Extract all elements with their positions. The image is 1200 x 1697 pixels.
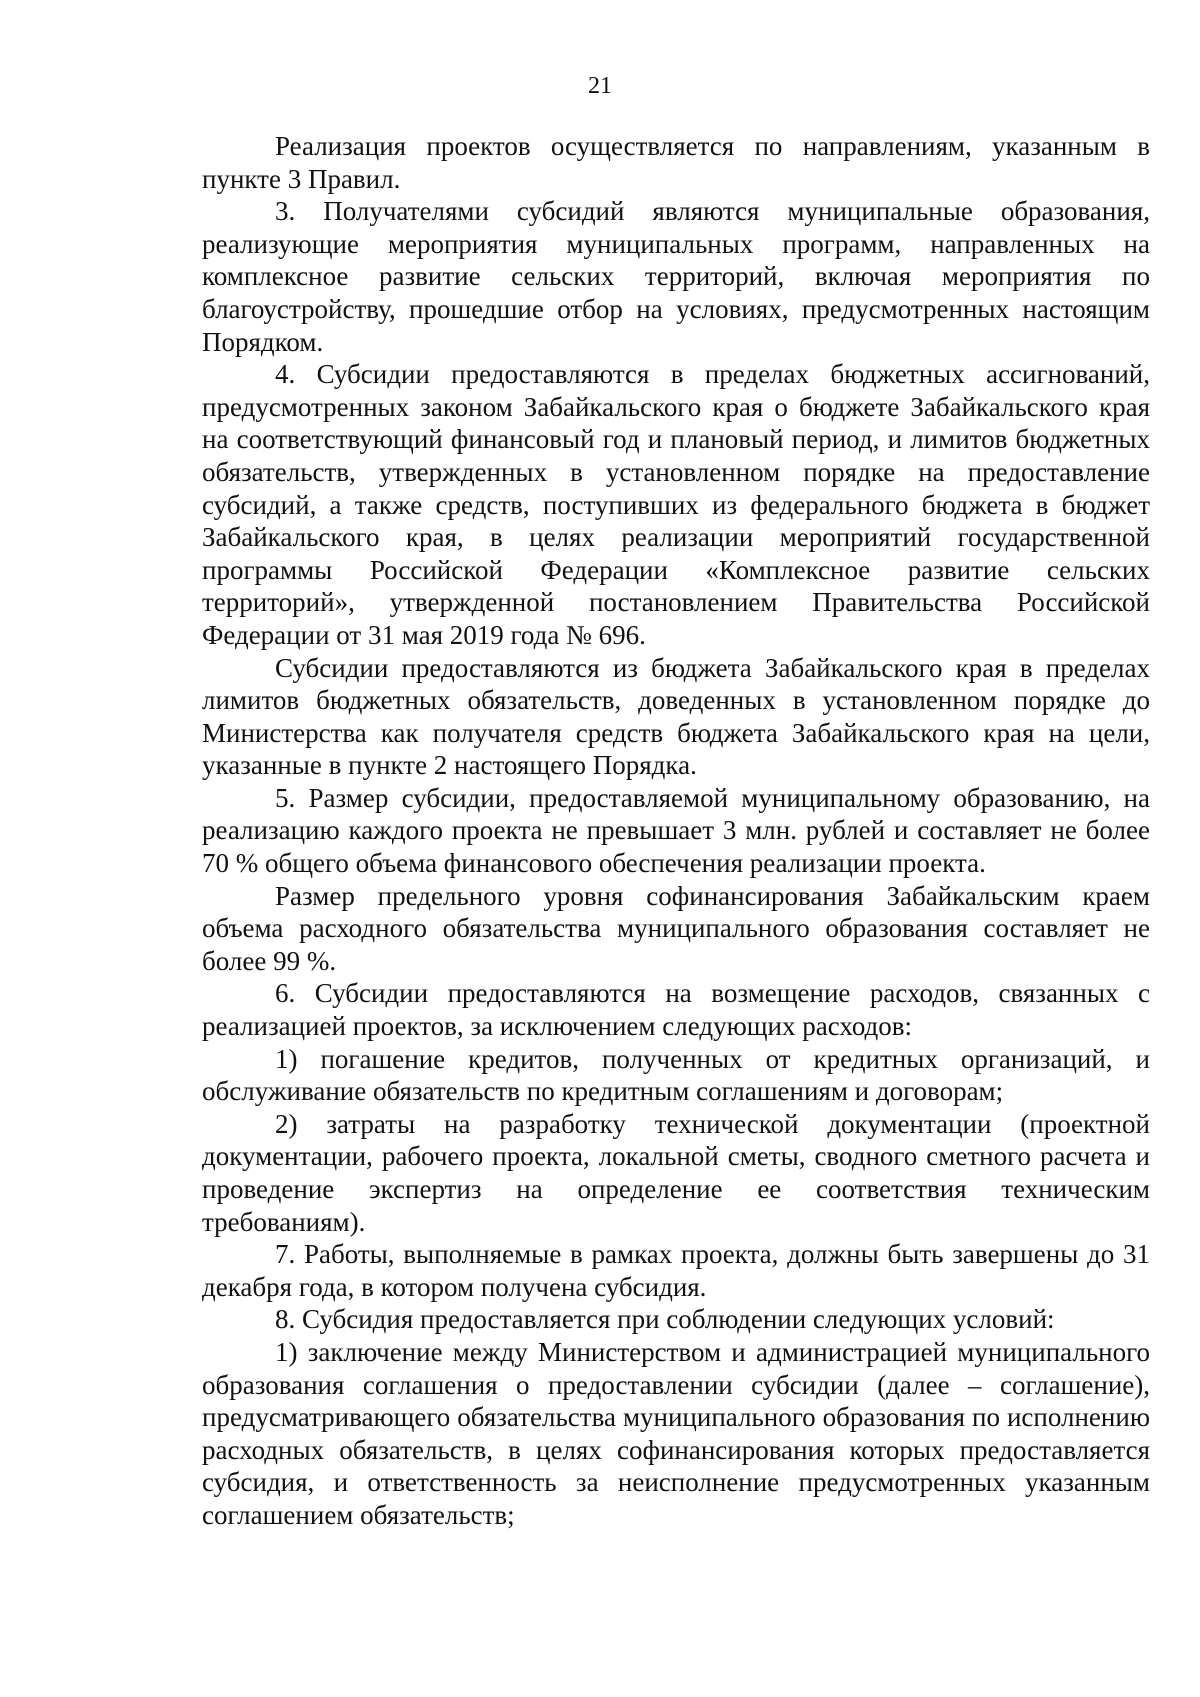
paragraph-3-recipients: 3. Получателями субсидий являются муниципальные образования, реализующие мероприятия муниципальных программ, направленных на комплексное развитие сельских территорий, включая мероприятия по благоустройству, прошедшие отбор на условиях, предусмотренных настоящим Порядком. — [202, 196, 1150, 357]
paragraph-exclusion-2: 2) затраты на разработку технической документации (проектной документации, рабочего проекта, локальной сметы, сводного сметного расчета и проведение экспертиз на определение ее соответствия техническим требованиям). — [202, 1108, 1150, 1237]
paragraph-7-completion-deadline: 7. Работы, выполняемые в рамках проекта, должны быть завершены до 31 декабря года, в котором получена субсидия. — [202, 1239, 1150, 1302]
paragraph-6-expense-reimbursement: 6. Субсидии предоставляются на возмещение расходов, связанных с реализацией проектов, за исключением следующих расходов: — [202, 978, 1150, 1042]
paragraph-implementation-directions: Реализация проектов осуществляется по направлениям, указанным в пункте 3 Правил. — [202, 131, 1150, 194]
paragraph-condition-1: 1) заключение между Министерством и администрацией муниципального образования соглашения о предоставлении субсидии (далее – соглашение), предусматривающего обязательства муниципального образования по исполнению расходных обязательств, в целях софинансирования которых предоставляется субсидия, и ответственность за неисполнение предусмотренных указанным соглашением обязательств; — [202, 1336, 1150, 1530]
page-number: 21 — [588, 73, 612, 99]
paragraph-5-subsidy-size: 5. Размер субсидии, предоставляемой муниципальному образованию, на реализацию каждого проекта не превышает 3 млн. рублей и составляет не более 70 % общего объема финансового обеспечения реализации проекта. — [202, 782, 1150, 879]
paragraph-cofinancing-level: Размер предельного уровня софинансирования Забайкальским краем объема расходного обязательства муниципального образования составляет не более 99 %. — [202, 880, 1150, 976]
paragraph-8-conditions: 8. Субсидия предоставляется при соблюдении следующих условий: — [275, 1304, 1055, 1335]
paragraph-4-budget-limits: 4. Субсидии предоставляются в пределах бюджетных ассигнований, предусмотренных законом Забайкальского края о бюджете Забайкальского края на соответствующий финансовый год и плановый период, и лимитов бюджетных обязательств, утвержденных в установленном порядке на предоставление субсидий, а также средств, поступивших из федерального бюджета в бюджет Забайкальского края, в целях реализации мероприятий государственной программы Российской Федерации «Комплексное развитие сельских территорий», утвержденной постановлением Правительства Российской Федерации от 31 мая 2019 года № 696. — [202, 359, 1150, 650]
paragraph-exclusion-1: 1) погашение кредитов, полученных от кредитных организаций, и обслуживание обязательств по кредитным соглашениям и договорам; — [202, 1043, 1150, 1107]
paragraph-subsidy-source: Субсидии предоставляются из бюджета Забайкальского края в пределах лимитов бюджетных обязательств, доведенных в установленном порядке до Министерства как получателя средств бюджета Забайкальского края на цели, указанные в пункте 2 настоящего Порядка. — [202, 652, 1150, 781]
document-body — [202, 130, 1150, 1532]
